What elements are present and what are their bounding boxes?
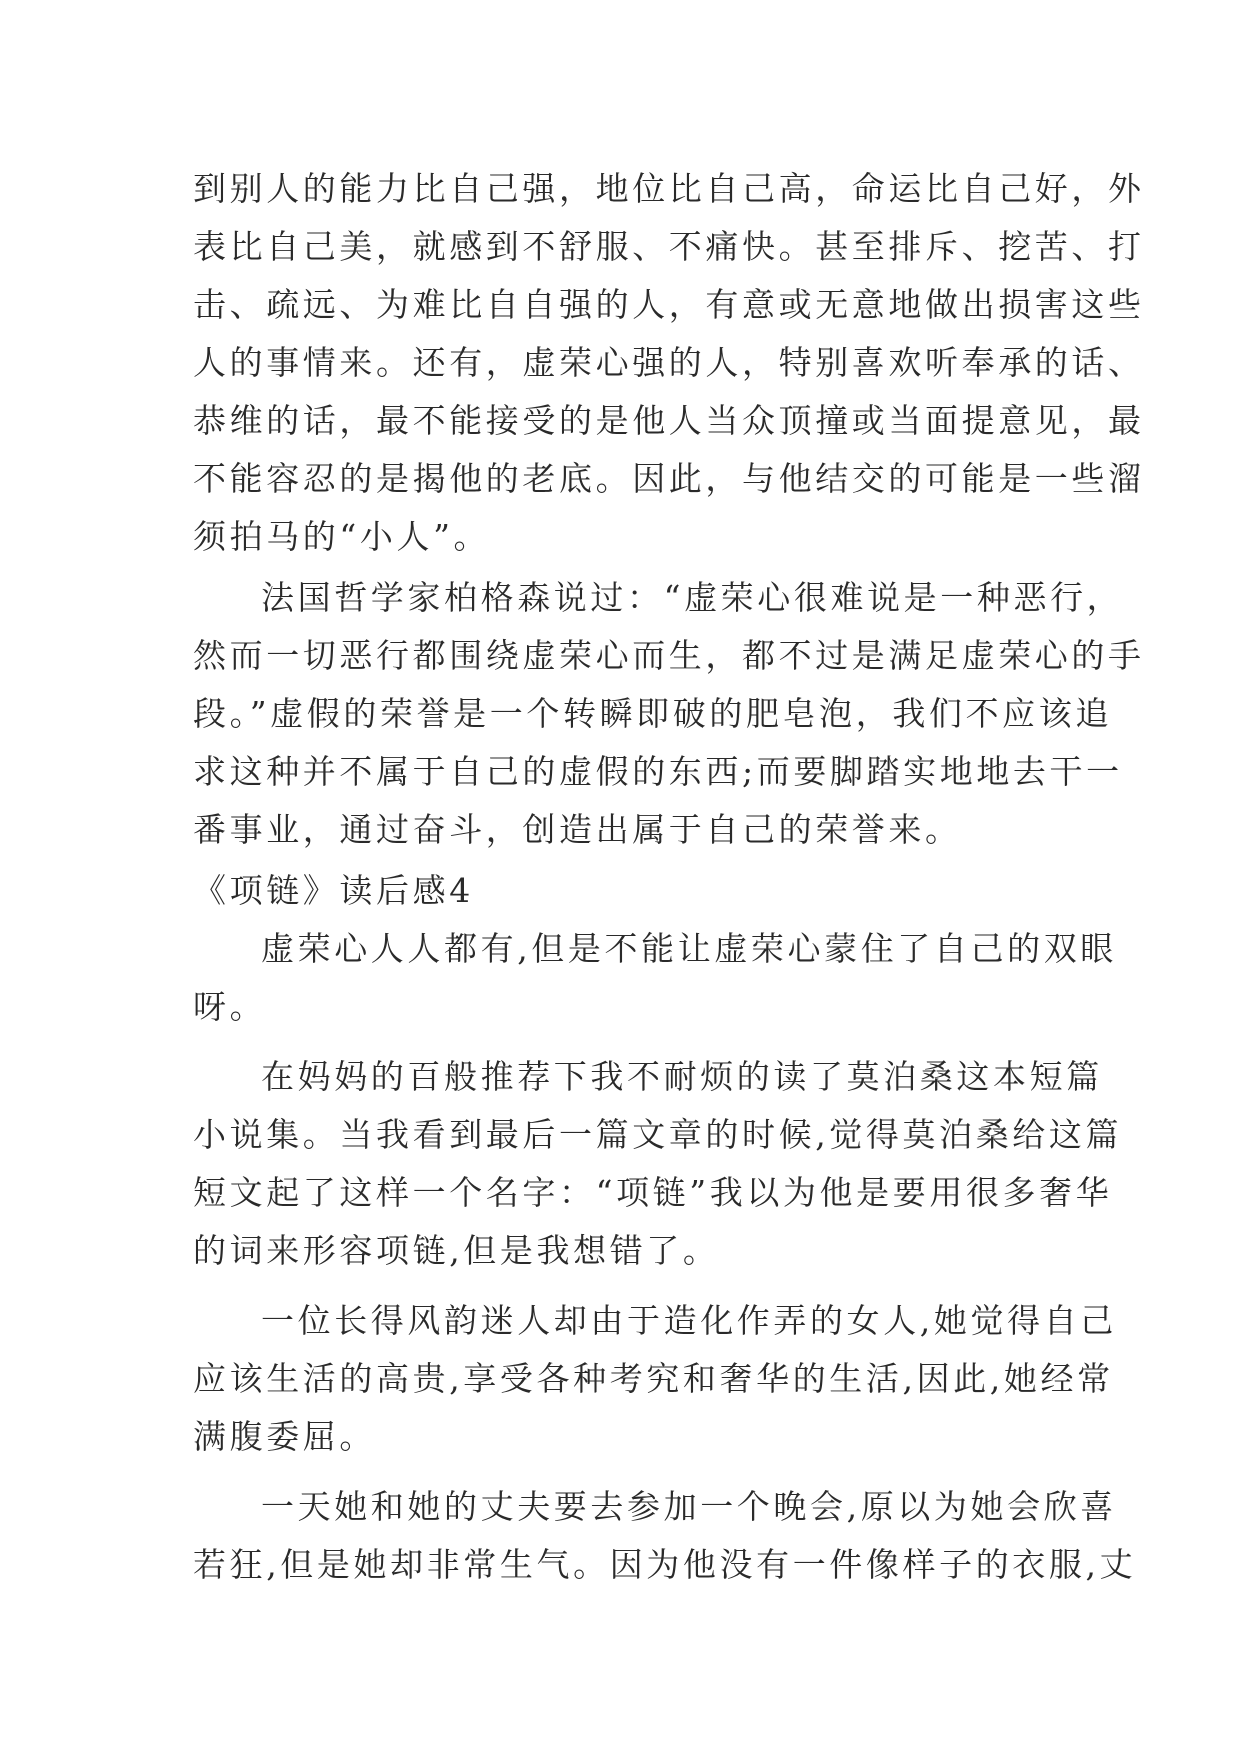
section-heading-wrapper (193, 862, 1073, 920)
text-line: 应该生活的高贵,享受各种考究和奢华的生活,因此,她经常 (193, 1359, 1114, 1398)
paragraph (193, 569, 1145, 859)
text-line: 呀。 (193, 987, 267, 1026)
text-line: 满腹委屈。 (193, 1417, 376, 1456)
paragraph (193, 920, 1117, 1036)
text-line: 恭维的话，最不能接受的是他人当众顶撞或当面提意见，最 (193, 401, 1145, 440)
text-line: 短文起了这样一个名字：“项链”我以为他是要用很多奢华 (193, 1173, 1113, 1212)
text-line: 人的事情来。还有，虚荣心强的人，特别喜欢听奉承的话、 (193, 343, 1145, 382)
text-line: 在妈妈的百般推荐下我不耐烦的读了莫泊桑这本短篇 (261, 1057, 1103, 1096)
text-line: 一天她和她的丈夫要去参加一个晚会,原以为她会欣喜 (261, 1487, 1117, 1526)
paragraph (193, 1048, 1123, 1280)
section-heading: 《项链》读后感4 (193, 871, 474, 910)
text-line: 须拍马的“小人”。 (193, 517, 491, 556)
paragraph (193, 160, 1145, 566)
text-line: 不能容忍的是揭他的老底。因此，与他结交的可能是一些溜 (193, 459, 1145, 498)
document-body (193, 160, 1145, 1594)
text-line: 到别人的能力比自己强，地位比自己高，命运比自己好，外 (193, 169, 1145, 208)
text-line: 一位长得风韵迷人却由于造化作弄的女人,她觉得自己 (261, 1301, 1117, 1340)
text-line: 虚荣心人人都有,但是不能让虚荣心蒙住了自己的双眼 (261, 929, 1117, 968)
text-line: 若狂,但是她却非常生气。因为他没有一件像样子的衣服,丈 (193, 1545, 1137, 1584)
text-line: 求这种并不属于自己的虚假的东西;而要脚踏实地地去干一 (193, 752, 1123, 791)
paragraph (193, 1478, 1137, 1594)
text-line: 击、疏远、为难比自自强的人，有意或无意地做出损害这些 (193, 285, 1145, 324)
text-line: 表比自己美，就感到不舒服、不痛快。甚至排斥、挖苦、打 (193, 227, 1145, 266)
paragraph (193, 1292, 1117, 1466)
text-line: 然而一切恶行都围绕虚荣心而生，都不过是满足虚荣心的手 (193, 636, 1145, 675)
text-line: 番事业，通过奋斗，创造出属于自己的荣誉来。 (193, 810, 962, 849)
text-line: 小说集。当我看到最后一篇文章的时候,觉得莫泊桑给这篇 (193, 1115, 1123, 1154)
text-line: 法国哲学家柏格森说过：“虚荣心很难说是一种恶行， (261, 578, 1124, 617)
text-line: 段。”虚假的荣誉是一个转瞬即破的肥皂泡，我们不应该追 (193, 694, 1112, 733)
text-line: 的词来形容项链,但是我想错了。 (193, 1231, 720, 1270)
